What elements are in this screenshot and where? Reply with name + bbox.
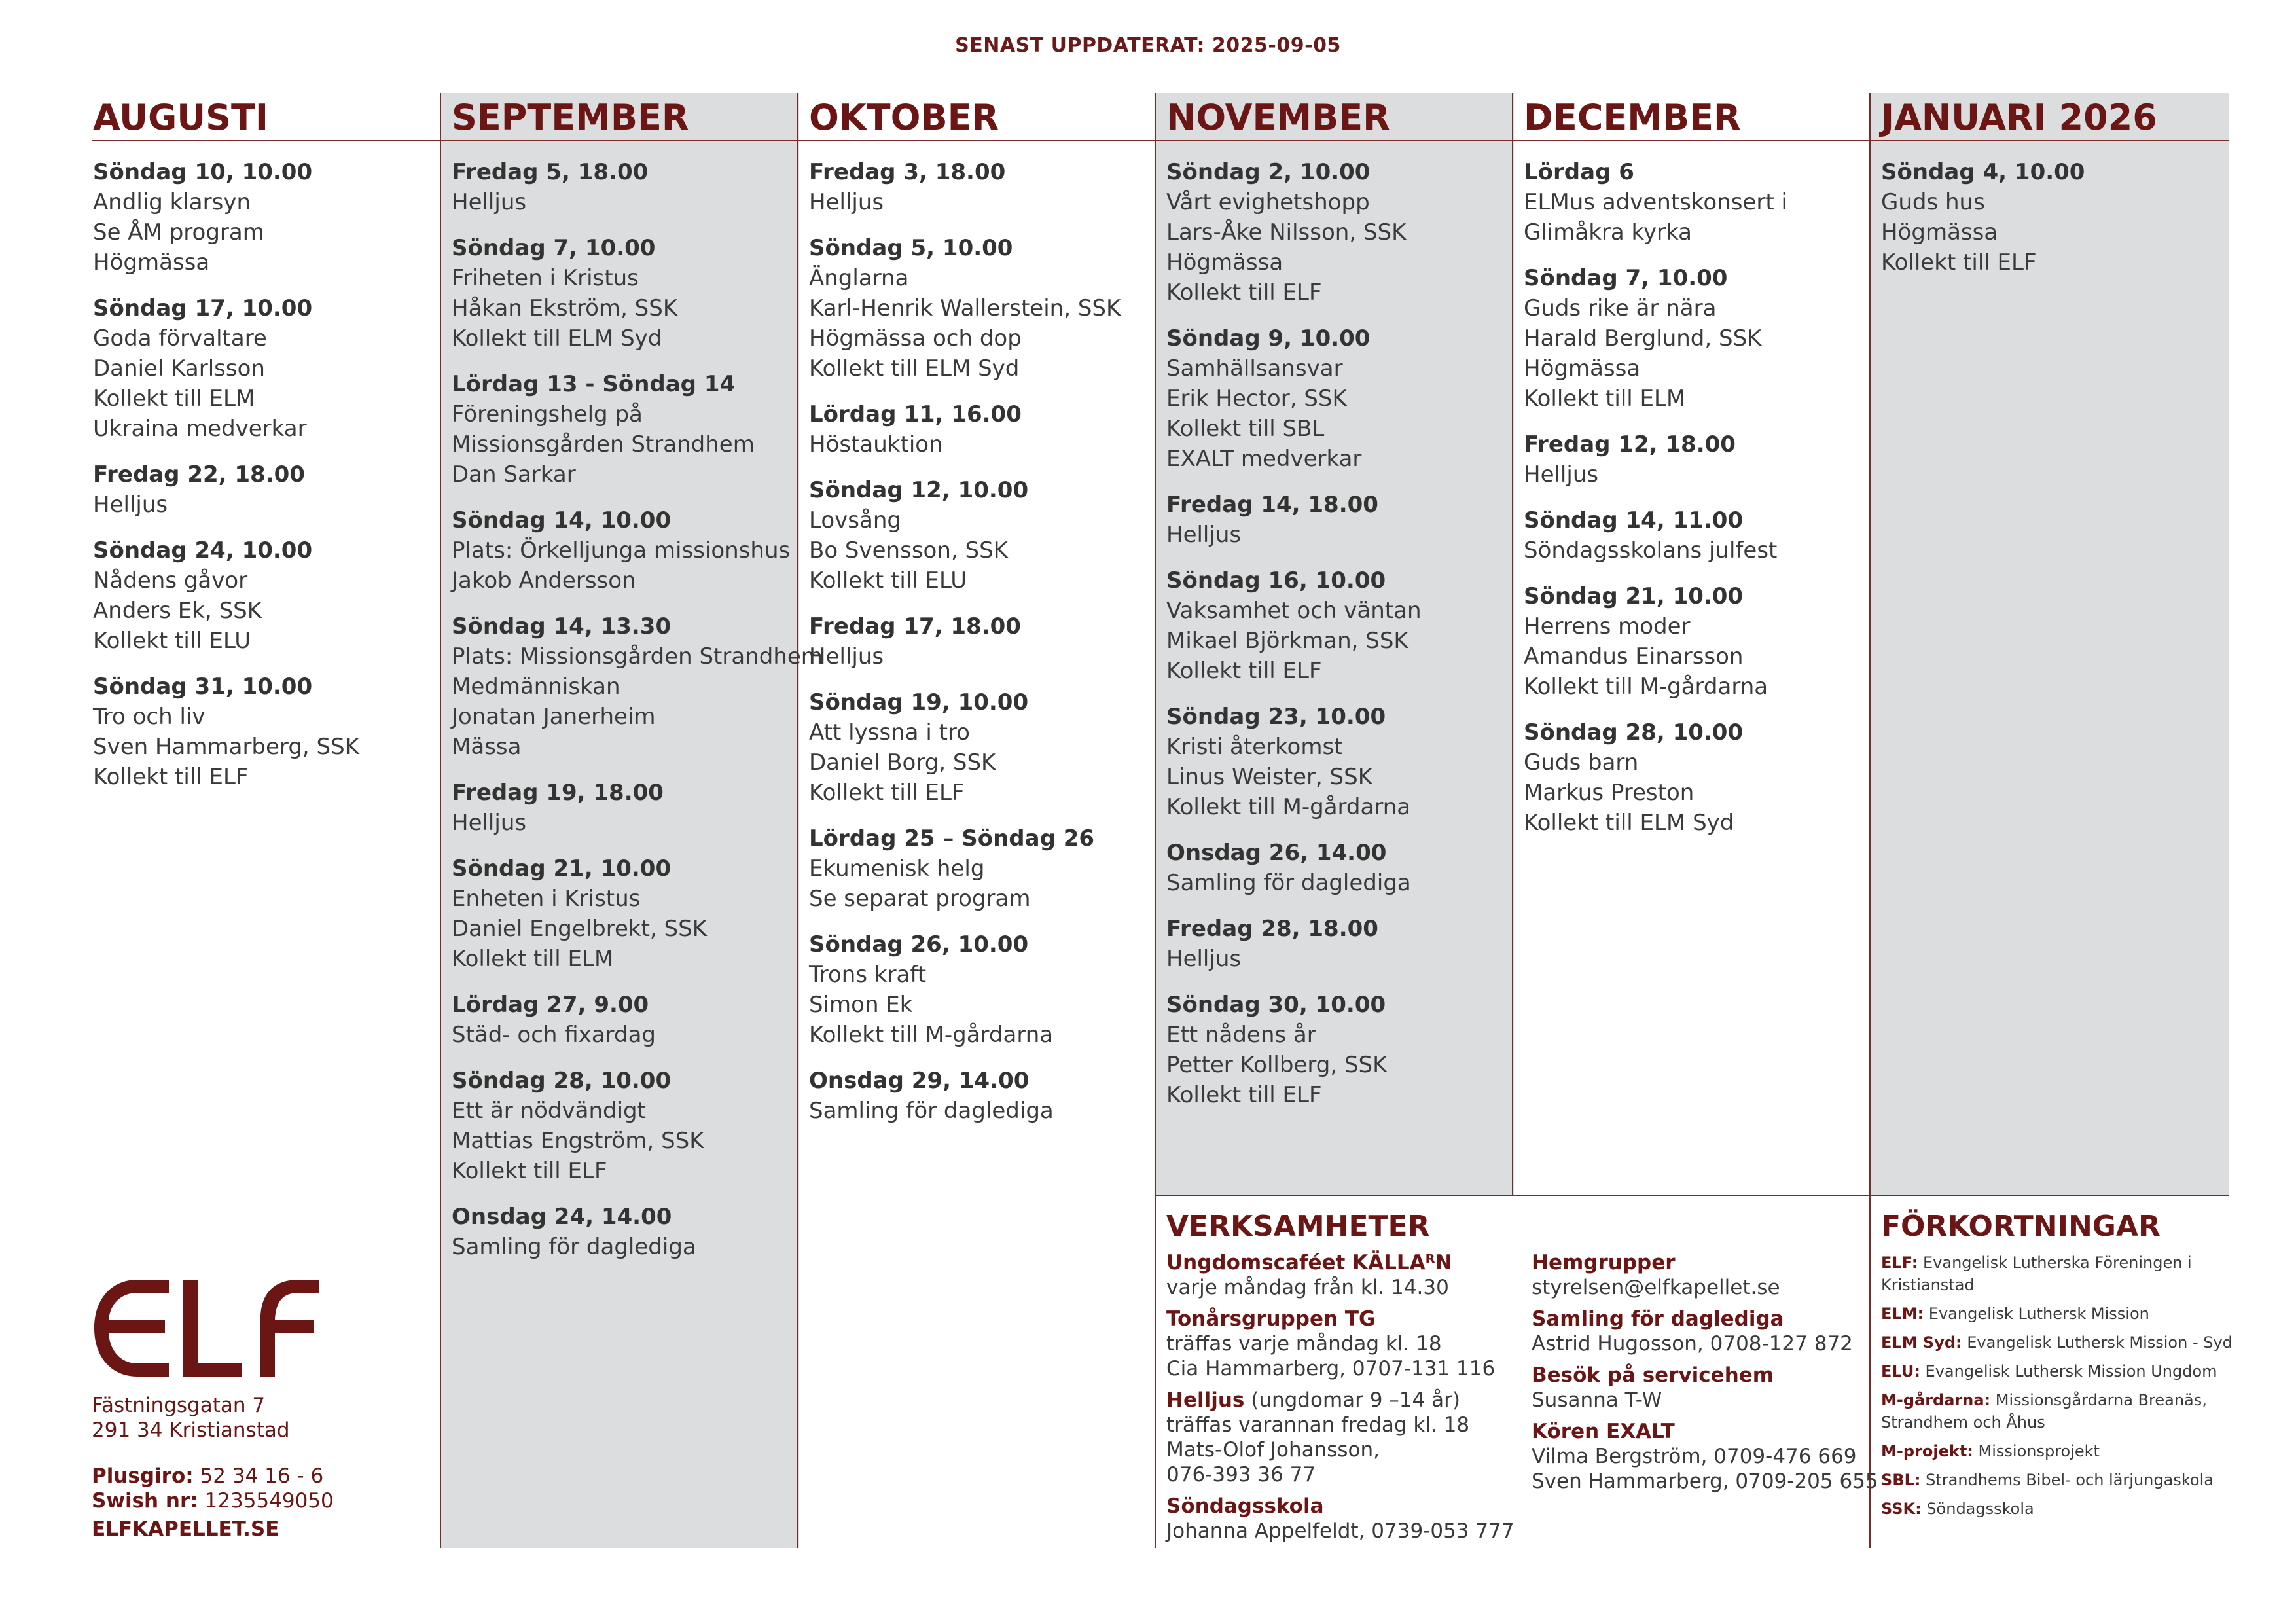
address-line-1: Fästningsgatan 7 bbox=[92, 1394, 266, 1417]
events-december bbox=[1524, 157, 1787, 854]
event-detail: ELMus adventskonsert i bbox=[1524, 189, 1787, 215]
event-date: Söndag 4, 10.00 bbox=[1881, 159, 2085, 185]
event-item bbox=[1166, 490, 1422, 550]
event-detail: Helljus bbox=[452, 810, 527, 836]
event-date: Fredag 3, 18.00 bbox=[809, 159, 1006, 185]
event-detail: Linus Weister, SSK bbox=[1166, 764, 1373, 790]
event-item bbox=[809, 475, 1121, 596]
event-item bbox=[452, 1066, 823, 1186]
event-detail: Goda förvaltare bbox=[93, 325, 267, 352]
event-date: Söndag 30, 10.00 bbox=[1166, 992, 1386, 1018]
activity-detail: Vilma Bergström, 0709-476 669 bbox=[1532, 1445, 1857, 1468]
activity-item bbox=[1166, 1388, 1515, 1487]
event-date: Söndag 28, 10.00 bbox=[452, 1068, 672, 1094]
activity-detail: varje måndag från kl. 14.30 bbox=[1166, 1276, 1449, 1299]
activity-name bbox=[1532, 1307, 1878, 1331]
event-detail: Kollekt till ELM Syd bbox=[1524, 810, 1734, 836]
event-detail: Änglarna bbox=[809, 265, 909, 291]
event-detail: Helljus bbox=[809, 643, 884, 670]
abbreviation-value: Missionsgårdarna Breanäs, bbox=[1990, 1391, 2207, 1409]
abbreviation-value: Evangelisk Lutherska Föreningen i bbox=[1918, 1254, 2192, 1272]
event-date: Söndag 5, 10.00 bbox=[809, 235, 1013, 261]
event-detail: Kollekt till ELM Syd bbox=[809, 355, 1020, 382]
abbreviation-item bbox=[1881, 1469, 2233, 1491]
activity-title: Hemgrupper bbox=[1532, 1251, 1676, 1274]
event-detail: Samling för daglediga bbox=[452, 1234, 696, 1260]
activity-note: (ungdomar 9 –14 år) bbox=[1244, 1388, 1460, 1412]
month-title-september: SEPTEMBER bbox=[452, 97, 689, 138]
event-date: Fredag 12, 18.00 bbox=[1524, 431, 1736, 458]
abbreviation-key: ELM: bbox=[1881, 1305, 1924, 1323]
event-item bbox=[809, 1066, 1121, 1126]
event-item bbox=[93, 293, 359, 444]
event-detail: Kollekt till ELM bbox=[452, 946, 614, 972]
event-date: Fredag 19, 18.00 bbox=[452, 780, 664, 806]
divider-3 bbox=[1155, 93, 1156, 1548]
abbreviation-item bbox=[1881, 1498, 2233, 1520]
header-rule bbox=[92, 140, 2229, 141]
event-date: Lördag 25 – Söndag 26 bbox=[809, 825, 1095, 852]
event-detail: Mattias Engström, SSK bbox=[452, 1128, 704, 1154]
abbreviation-key: ELM Syd: bbox=[1881, 1333, 1962, 1352]
event-detail: Tro och liv bbox=[93, 704, 206, 730]
activity-detail: Astrid Hugosson, 0708-127 872 bbox=[1532, 1332, 1853, 1356]
event-detail: Kollekt till M-gårdarna bbox=[1524, 674, 1768, 700]
abbreviation-item bbox=[1881, 1389, 2233, 1434]
event-detail: Högmässa bbox=[1524, 355, 1641, 382]
event-date: Söndag 7, 10.00 bbox=[452, 235, 656, 261]
event-detail: Kollekt till ELF bbox=[1166, 280, 1322, 306]
abbreviation-item bbox=[1881, 1252, 2233, 1296]
plusgiro-label: Plusgiro: bbox=[92, 1464, 194, 1488]
abbreviation-item bbox=[1881, 1303, 2233, 1325]
event-detail: Kollekt till M-gårdarna bbox=[809, 1022, 1054, 1048]
event-detail: Ukraina medverkar bbox=[93, 416, 307, 442]
event-detail: Se ÅM program bbox=[93, 219, 264, 245]
event-detail: Jakob Andersson bbox=[452, 568, 636, 594]
event-item bbox=[93, 460, 359, 520]
event-detail: EXALT medverkar bbox=[1166, 446, 1362, 472]
event-detail: Samhällsansvar bbox=[1166, 355, 1343, 382]
event-detail: Se separat program bbox=[809, 886, 1031, 912]
plusgiro bbox=[92, 1464, 323, 1489]
event-item bbox=[452, 1202, 823, 1262]
event-detail: Håkan Ekström, SSK bbox=[452, 295, 678, 321]
event-detail: Markus Preston bbox=[1524, 780, 1695, 806]
bottom-section-rule bbox=[1155, 1195, 2229, 1196]
activity-detail: Susanna T-W bbox=[1532, 1388, 1662, 1412]
elf-logo-mark bbox=[92, 1280, 321, 1378]
event-date: Fredag 22, 18.00 bbox=[93, 461, 305, 488]
event-detail: Helljus bbox=[1166, 946, 1242, 972]
event-item bbox=[1524, 505, 1787, 566]
event-detail: Bo Svensson, SSK bbox=[809, 537, 1008, 564]
event-detail: Kollekt till ELM bbox=[93, 386, 255, 412]
abbreviation-key: SBL: bbox=[1881, 1471, 1921, 1489]
event-detail: Ett är nödvändigt bbox=[452, 1098, 646, 1124]
abbreviation-item bbox=[1881, 1440, 2233, 1462]
event-detail: Vårt evighetshopp bbox=[1166, 189, 1370, 215]
event-item bbox=[1166, 838, 1422, 898]
event-detail: Harald Berglund, SSK bbox=[1524, 325, 1762, 352]
event-detail: Dan Sarkar bbox=[452, 461, 576, 488]
event-detail: Högmässa bbox=[1166, 249, 1283, 276]
activity-item bbox=[1532, 1363, 1878, 1413]
event-date: Söndag 21, 10.00 bbox=[1524, 583, 1744, 609]
abbreviation-value: Evangelisk Luthersk Mission - Syd bbox=[1962, 1333, 2233, 1352]
event-item bbox=[452, 778, 823, 838]
event-item bbox=[1881, 157, 2085, 278]
event-item bbox=[809, 611, 1121, 672]
event-detail: Höstauktion bbox=[809, 431, 943, 458]
event-detail: Ett nådens år bbox=[1166, 1022, 1316, 1048]
activities-left bbox=[1166, 1250, 1515, 1550]
event-item bbox=[809, 929, 1121, 1050]
event-date: Söndag 9, 10.00 bbox=[1166, 325, 1371, 352]
last-updated: SENAST UPPDATERAT: 2025-09-05 bbox=[955, 34, 1341, 57]
event-detail: Guds barn bbox=[1524, 749, 1639, 776]
event-item bbox=[1166, 323, 1422, 474]
event-item bbox=[1166, 914, 1422, 974]
activity-name bbox=[1166, 1307, 1515, 1331]
activity-detail: Sven Hammarberg, 0709-205 655 bbox=[1532, 1470, 1878, 1493]
event-detail: Jonatan Janerheim bbox=[452, 704, 656, 730]
event-item bbox=[1166, 566, 1422, 686]
event-detail: Kollekt till M-gårdarna bbox=[1166, 794, 1411, 820]
event-detail: Guds rike är nära bbox=[1524, 295, 1717, 321]
event-item bbox=[452, 611, 823, 762]
event-detail: Samling för daglediga bbox=[1166, 870, 1411, 896]
event-item bbox=[1524, 429, 1787, 490]
event-detail: Kollekt till ELF bbox=[1166, 1082, 1322, 1108]
activities-right bbox=[1532, 1250, 1878, 1500]
activity-name bbox=[1532, 1419, 1878, 1444]
event-item bbox=[1524, 581, 1787, 702]
abbreviation-key: M-projekt: bbox=[1881, 1442, 1973, 1460]
divider-4 bbox=[1512, 93, 1513, 1196]
event-detail: Erik Hector, SSK bbox=[1166, 386, 1347, 412]
event-date: Söndag 23, 10.00 bbox=[1166, 704, 1386, 730]
month-title-januari: JANUARI 2026 bbox=[1881, 97, 2157, 138]
activity-name bbox=[1166, 1250, 1515, 1275]
event-detail: Guds hus bbox=[1881, 189, 1985, 215]
event-date: Lördag 27, 9.00 bbox=[452, 992, 649, 1018]
abbreviations-list bbox=[1881, 1252, 2233, 1526]
activity-name bbox=[1532, 1250, 1878, 1275]
abbreviation-key: ELU: bbox=[1881, 1362, 1920, 1380]
activity-detail: styrelsen@elfkapellet.se bbox=[1532, 1276, 1780, 1299]
event-detail: Kollekt till ELF bbox=[809, 780, 965, 806]
event-detail: Missionsgården Strandhem bbox=[452, 431, 755, 458]
event-item bbox=[93, 535, 359, 656]
event-date: Söndag 21, 10.00 bbox=[452, 856, 672, 882]
activity-name bbox=[1166, 1494, 1515, 1519]
event-date: Fredag 17, 18.00 bbox=[809, 613, 1021, 640]
event-detail: Kollekt till ELF bbox=[1881, 249, 2037, 276]
event-detail: Kollekt till ELF bbox=[1166, 658, 1322, 684]
event-date: Söndag 24, 10.00 bbox=[93, 537, 313, 564]
abbreviation-value-cont: Strandhem och Åhus bbox=[1881, 1413, 2045, 1432]
event-date: Söndag 31, 10.00 bbox=[93, 674, 313, 700]
event-detail: Kollekt till ELM Syd bbox=[452, 325, 662, 352]
event-date: Fredag 14, 18.00 bbox=[1166, 492, 1378, 518]
abbreviation-value-cont: Kristianstad bbox=[1881, 1276, 1975, 1294]
event-date: Onsdag 26, 14.00 bbox=[1166, 840, 1387, 866]
event-detail: Mikael Björkman, SSK bbox=[1166, 628, 1408, 654]
event-item bbox=[452, 854, 823, 974]
event-date: Söndag 16, 10.00 bbox=[1166, 568, 1386, 594]
event-date: Söndag 14, 10.00 bbox=[452, 507, 672, 533]
event-item bbox=[1524, 157, 1787, 247]
event-detail: Simon Ek bbox=[809, 992, 913, 1018]
month-title-augusti: AUGUSTI bbox=[93, 97, 268, 138]
event-item bbox=[452, 505, 823, 596]
event-detail: Lovsång bbox=[809, 507, 901, 533]
activity-detail: Cia Hammarberg, 0707-131 116 bbox=[1166, 1357, 1496, 1380]
event-item bbox=[1166, 702, 1422, 822]
address-line-2: 291 34 Kristianstad bbox=[92, 1418, 290, 1442]
activity-title: Söndagsskola bbox=[1166, 1494, 1324, 1518]
activity-item bbox=[1166, 1307, 1515, 1381]
event-date: Fredag 5, 18.00 bbox=[452, 159, 649, 185]
event-detail: Kollekt till ELF bbox=[93, 764, 249, 790]
swish-value: 1235549050 bbox=[198, 1489, 334, 1513]
activity-title: Samling för daglediga bbox=[1532, 1307, 1784, 1331]
abbreviation-value: Evangelisk Luthersk Mission Ungdom bbox=[1920, 1362, 2217, 1380]
event-detail: Herrens moder bbox=[1524, 613, 1691, 640]
divider-1 bbox=[440, 93, 441, 1548]
abbreviation-value: Söndagsskola bbox=[1921, 1500, 2034, 1518]
event-detail: Lars-Åke Nilsson, SSK bbox=[1166, 219, 1407, 245]
activity-title: Besök på servicehem bbox=[1532, 1363, 1774, 1387]
event-detail: Att lyssna i tro bbox=[809, 719, 970, 746]
event-detail: Kollekt till ELU bbox=[809, 568, 967, 594]
event-detail: Glimåkra kyrka bbox=[1524, 219, 1693, 245]
event-detail: Helljus bbox=[809, 189, 884, 215]
event-detail: Anders Ek, SSK bbox=[93, 598, 262, 624]
event-date: Söndag 17, 10.00 bbox=[93, 295, 313, 321]
event-date: Söndag 14, 11.00 bbox=[1524, 507, 1744, 533]
activity-name bbox=[1166, 1388, 1515, 1413]
abbreviation-value: Missionsprojekt bbox=[1973, 1442, 2100, 1460]
plusgiro-value: 52 34 16 - 6 bbox=[193, 1464, 324, 1488]
event-detail: Karl-Henrik Wallerstein, SSK bbox=[809, 295, 1121, 321]
event-detail: Plats: Missionsgården Strandhem bbox=[452, 643, 823, 670]
event-item bbox=[452, 157, 823, 217]
abbreviation-key: M-gårdarna: bbox=[1881, 1391, 1991, 1409]
event-detail: Helljus bbox=[452, 189, 527, 215]
event-item bbox=[1166, 157, 1422, 308]
elf-logo bbox=[92, 1280, 321, 1380]
abbreviation-item bbox=[1881, 1331, 2233, 1354]
event-item bbox=[93, 157, 359, 278]
abbreviation-value: Strandhems Bibel- och lärjungaskola bbox=[1920, 1471, 2214, 1489]
event-detail: Kollekt till ELM bbox=[1524, 386, 1686, 412]
activity-title: Ungdomscaféet KÄLLAᴿN bbox=[1166, 1251, 1452, 1274]
event-detail: Högmässa bbox=[1881, 219, 1998, 245]
event-date: Söndag 19, 10.00 bbox=[809, 689, 1029, 715]
events-januari bbox=[1881, 157, 2085, 293]
event-date: Söndag 7, 10.00 bbox=[1524, 265, 1728, 291]
events-augusti bbox=[93, 157, 359, 808]
activity-title: Helljus bbox=[1166, 1388, 1245, 1412]
event-date: Lördag 11, 16.00 bbox=[809, 401, 1022, 427]
event-detail: Trons kraft bbox=[809, 962, 927, 988]
event-detail: Nådens gåvor bbox=[93, 568, 248, 594]
activity-item bbox=[1532, 1419, 1878, 1494]
events-september bbox=[452, 157, 823, 1278]
events-november bbox=[1166, 157, 1422, 1126]
events-oktober bbox=[809, 157, 1121, 1142]
event-detail: Kollekt till ELU bbox=[93, 628, 251, 654]
event-detail: Söndagsskolans julfest bbox=[1524, 537, 1778, 564]
event-detail: Kollekt till ELF bbox=[452, 1158, 607, 1184]
activity-name bbox=[1532, 1363, 1878, 1388]
event-date: Söndag 12, 10.00 bbox=[809, 477, 1029, 503]
event-date: Söndag 26, 10.00 bbox=[809, 931, 1029, 958]
abbreviation-item bbox=[1881, 1360, 2233, 1382]
activity-item bbox=[1166, 1494, 1515, 1543]
event-detail: Vaksamhet och väntan bbox=[1166, 598, 1422, 624]
event-detail: Ekumenisk helg bbox=[809, 856, 985, 882]
event-detail: Mässa bbox=[452, 734, 522, 760]
event-detail: Daniel Borg, SSK bbox=[809, 749, 996, 776]
activity-detail: Mats-Olof Johansson, bbox=[1166, 1438, 1380, 1462]
event-detail: Helljus bbox=[93, 492, 168, 518]
event-item bbox=[809, 233, 1121, 384]
activity-detail: träffas varannan fredag kl. 18 bbox=[1166, 1413, 1470, 1437]
event-detail: Kollekt till SBL bbox=[1166, 416, 1325, 442]
event-detail: Städ- och fixardag bbox=[452, 1022, 656, 1048]
event-detail: Sven Hammarberg, SSK bbox=[93, 734, 359, 760]
event-detail: Amandus Einarsson bbox=[1524, 643, 1744, 670]
event-item bbox=[809, 399, 1121, 460]
event-detail: Plats: Örkelljunga missionshus bbox=[452, 537, 791, 564]
event-item bbox=[93, 672, 359, 792]
event-detail: Andlig klarsyn bbox=[93, 189, 251, 215]
event-detail: Helljus bbox=[1524, 461, 1599, 488]
abbreviation-key: SSK: bbox=[1881, 1500, 1922, 1518]
event-detail: Medmänniskan bbox=[452, 674, 620, 700]
activity-item bbox=[1532, 1307, 1878, 1356]
event-detail: Högmässa bbox=[93, 249, 210, 276]
activity-detail: 076-393 36 77 bbox=[1166, 1463, 1316, 1487]
activities-title: VERKSAMHETER bbox=[1166, 1210, 1430, 1243]
event-detail: Helljus bbox=[1166, 522, 1242, 548]
abbreviation-key: ELF: bbox=[1881, 1254, 1918, 1272]
event-item bbox=[1524, 717, 1787, 838]
event-date: Söndag 28, 10.00 bbox=[1524, 719, 1744, 746]
event-date: Onsdag 24, 14.00 bbox=[452, 1204, 672, 1230]
event-date: Fredag 28, 18.00 bbox=[1166, 916, 1378, 942]
abbreviations-title: FÖRKORTNINGAR bbox=[1881, 1210, 2161, 1243]
event-detail: Samling för daglediga bbox=[809, 1098, 1054, 1124]
event-date: Söndag 14, 13.30 bbox=[452, 613, 672, 640]
event-item bbox=[452, 369, 823, 490]
event-date: Lördag 6 bbox=[1524, 159, 1634, 185]
month-title-november: NOVEMBER bbox=[1166, 97, 1390, 138]
event-detail: Högmässa och dop bbox=[809, 325, 1022, 352]
event-item bbox=[809, 823, 1121, 914]
event-detail: Daniel Engelbrekt, SSK bbox=[452, 916, 707, 942]
event-date: Söndag 2, 10.00 bbox=[1166, 159, 1371, 185]
event-detail: Daniel Karlsson bbox=[93, 355, 265, 382]
abbreviation-value: Evangelisk Luthersk Mission bbox=[1924, 1305, 2149, 1323]
activity-item bbox=[1532, 1250, 1878, 1300]
event-date: Lördag 13 - Söndag 14 bbox=[452, 371, 736, 397]
month-title-oktober: OKTOBER bbox=[809, 97, 999, 138]
activity-detail: Johanna Appelfeldt, 0739-053 777 bbox=[1166, 1519, 1515, 1543]
event-item bbox=[809, 157, 1121, 217]
event-detail: Enheten i Kristus bbox=[452, 886, 641, 912]
event-item bbox=[452, 990, 823, 1050]
event-item bbox=[452, 233, 823, 353]
event-item bbox=[1524, 263, 1787, 414]
event-date: Onsdag 29, 14.00 bbox=[809, 1068, 1030, 1094]
event-item bbox=[1166, 990, 1422, 1110]
swish-label: Swish nr: bbox=[92, 1489, 198, 1513]
activity-item bbox=[1166, 1250, 1515, 1300]
activity-detail: träffas varje måndag kl. 18 bbox=[1166, 1332, 1442, 1356]
event-detail: Kristi återkomst bbox=[1166, 734, 1343, 760]
swish bbox=[92, 1489, 334, 1513]
event-detail: Föreningshelg på bbox=[452, 401, 643, 427]
month-title-december: DECEMBER bbox=[1524, 97, 1741, 138]
event-item bbox=[809, 687, 1121, 808]
event-detail: Friheten i Kristus bbox=[452, 265, 639, 291]
event-date: Söndag 10, 10.00 bbox=[93, 159, 313, 185]
activity-title: Tonårsgruppen TG bbox=[1166, 1307, 1376, 1331]
event-detail: Petter Kollberg, SSK bbox=[1166, 1052, 1388, 1078]
activity-title: Kören EXALT bbox=[1532, 1420, 1675, 1443]
website-link[interactable]: ELFKAPELLET.SE bbox=[92, 1517, 279, 1541]
